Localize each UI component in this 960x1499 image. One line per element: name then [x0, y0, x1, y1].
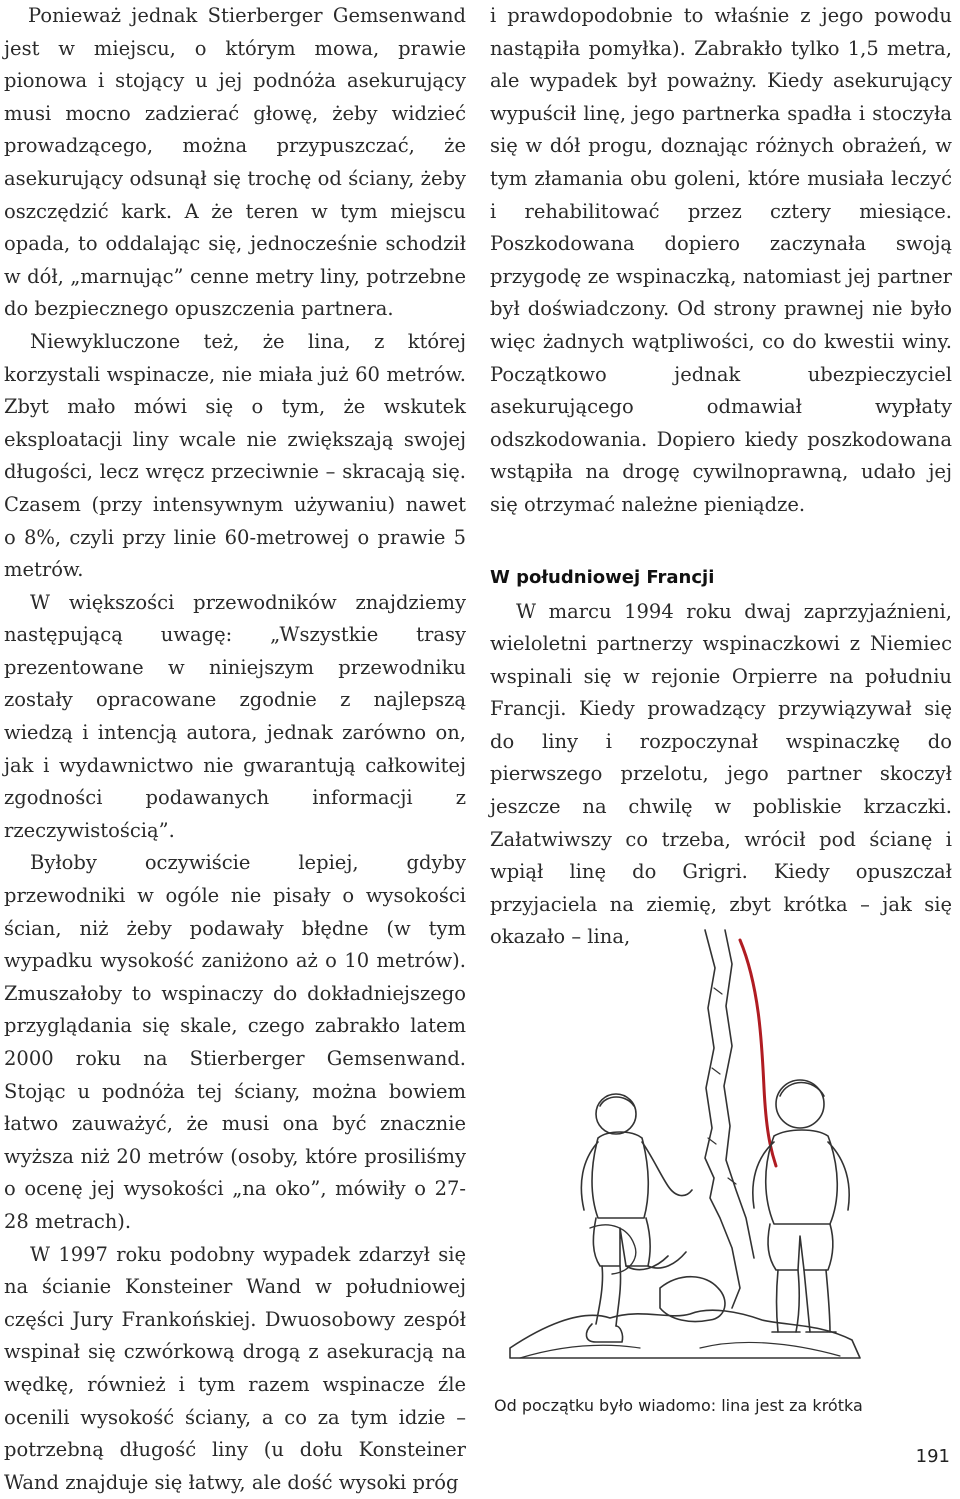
rock-wall: [705, 930, 740, 1308]
left-column: [4, 0, 466, 1499]
right-column: [490, 0, 952, 954]
paragraph: W marcu 1994 roku dwaj zaprzyjaźnieni, wieloletni partnerzy wspinaczkowi z Niemiec wspinali się w rejonie Orpierre na południu Francji. Kiedy prowadzący przywiązywał się do liny i rozpoczynał wspinaczkę do pierwszego przelotu, jego partner skoczył jeszcze na chwilę w pobliskie krzaczki. Załatwiwszy co trzeba, wrócił pod ścianę i wpiął linę do Grigri. Kiedy opuszczał przyjaciela na ziemię, zbyt krótka – jak się okazało – lina,: [490, 599, 952, 949]
paragraph: W 1997 roku podobny wypadek zdarzył się na ścianie Konsteiner Wand w południowej części Jury Frankońskiej. Dwuosobowy zespół wspinał się czwórkową drogą z asekuracją na wędkę, również i tym razem wspinacze źle ocenili wysokość ściany, a co za tym idzie – potrzebną długość liny (u dołu Konsteiner Wand znajduje się łatwy, ale dość wysoki próg: [4, 1242, 466, 1494]
climbers-illustration: [500, 928, 900, 1380]
paragraph: Ponieważ jednak Stierberger Gemsenwand jest w miejscu, o którym mowa, prawie pionowa i stojący u jej podnóża asekurujący musi mocno zadzierać głowę, żeby widzieć prowadzącego, można przypuszczać, że asekurujący odsunął się trochę od ściany, żeby oszczędzić kark. A że teren w tym miejscu opada, to oddalając się, jednocześnie schodził w dół, „marnując” cenne metry liny, potrzebne do bezpiecznego opuszczenia partnera.: [4, 4, 466, 321]
page-number: 191: [915, 1446, 950, 1467]
paragraph: W większości przewodników znajdziemy następującą uwagę: „Wszystkie trasy prezentowane w niniejszym przewodniku zostały opracowane zgodnie z najlepszą wiedzą i intencją autora, jednak zarówno on, jak i wydawnictwo nie gwarantują całkowitej zgodności podawanych informacji z rzeczywistością”.: [4, 590, 466, 842]
left-climber: [581, 1094, 692, 1342]
rock-wall: [724, 930, 754, 1258]
section-heading: W południowej Francji: [490, 566, 715, 588]
rope: [740, 940, 776, 1166]
paragraph: Byłoby oczywiście lepiej, gdyby przewodniki w ogóle nie pisały o wysokości ścian, niż żeby podawały błędne (w tym wypadku wysokość zaniżono aż o 10 metrów). Zmuszałoby to wspinaczy do dokładniejszego przyglądania się skale, czego zabrakło latem 2000 roku na Stierberger Gemsenwand. Stojąc u podnóża tej ściany, można bowiem łatwo zauważyć, że musi ona być znacznie wyższa niż 20 metrów (osoby, które prosiliśmy o ocenę jej wysokości „na oko”, mówiły o 27-28 metrach).: [4, 851, 466, 1233]
rocks: [510, 1310, 860, 1358]
paragraph: Niewykluczone też, że lina, z której korzystali wspinacze, nie miała już 60 metrów. Zbyt mało mówi się o tym, że wskutek eksploatacji liny wcale nie zwiększają swojej długości, lecz wręcz przeciwnie – skracają się. Czasem (przy intensywnym używaniu) nawet o 8%, czyli przy linie 60-metrowej o prawie 5 metrów.: [4, 329, 466, 582]
figure-caption: Od początku było wiadomo: lina jest za krótka: [494, 1396, 863, 1415]
paragraph: i prawdopodobnie to właśnie z jego powodu nastąpiła pomyłka). Zabrakło tylko 1,5 metra, ale wypadek był poważny. Kiedy asekurujący wypuścił linę, jego partnerka spadła i stoczyła się w dół progu, doznając różnych obrażeń, w tym złamania obu goleni, które musiała leczyć i rehabilitować przez cztery miesiące. Poszkodowana dopiero zaczynała swoją przygodę ze wspinaczką, natomiast jej partner był doświadczony. Od strony prawnej nie było więc żadnych wątpliwości, co do kwestii winy. Początkowo jednak ubezpieczyciel asekurującego odmawiał wypłaty odszkodowania. Dopiero kiedy poszkodowana wstąpiła na drogę cywilnoprawną, udało jej się otrzymać należne pieniądze.: [490, 4, 952, 516]
